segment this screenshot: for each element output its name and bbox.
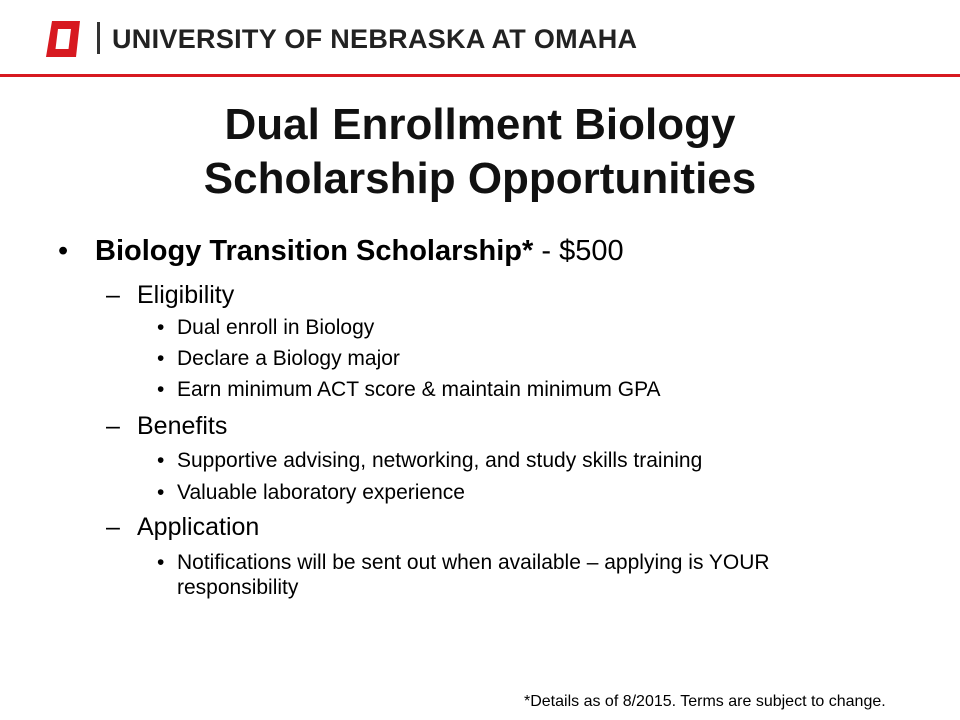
bullet-icon: • [157,347,165,370]
bullet-icon: • [157,316,165,339]
list-item-text: Dual enroll in Biology [177,316,375,339]
footnote: *Details as of 8/2015. Terms are subject to change. [524,693,886,710]
list-item-text: Supportive advising, networking, and study skills training [177,449,703,472]
section-heading: Eligibility [137,281,235,309]
scholarship-name: Biology Transition Scholarship* [95,235,534,267]
dash-icon: – [106,412,120,440]
bullet-icon: • [157,378,165,401]
dash-icon: – [106,513,120,541]
bullet-icon: • [157,449,165,472]
list-item-text: Earn minimum ACT score & maintain minimum GPA [177,378,661,401]
bullet-icon: • [157,481,165,504]
section-heading: Benefits [137,412,228,440]
list-item-text: Valuable laboratory experience [177,481,465,504]
university-name: UNIVERSITY OF NEBRASKA AT OMAHA [112,24,638,54]
list-item-text: Notifications will be sent out when available – applying is YOUR responsibility [177,551,770,599]
bullet-icon: • [157,551,165,574]
dash-icon: – [106,281,120,309]
scholarship-amount: - $500 [533,235,624,267]
section-heading: Application [137,513,260,541]
bullet-icon: • [58,235,69,267]
list-item-text: Declare a Biology major [177,347,400,370]
slide-title-line-1: Dual Enrollment Biology [224,100,736,149]
slide-title-line-2: Scholarship Opportunities [203,154,757,203]
